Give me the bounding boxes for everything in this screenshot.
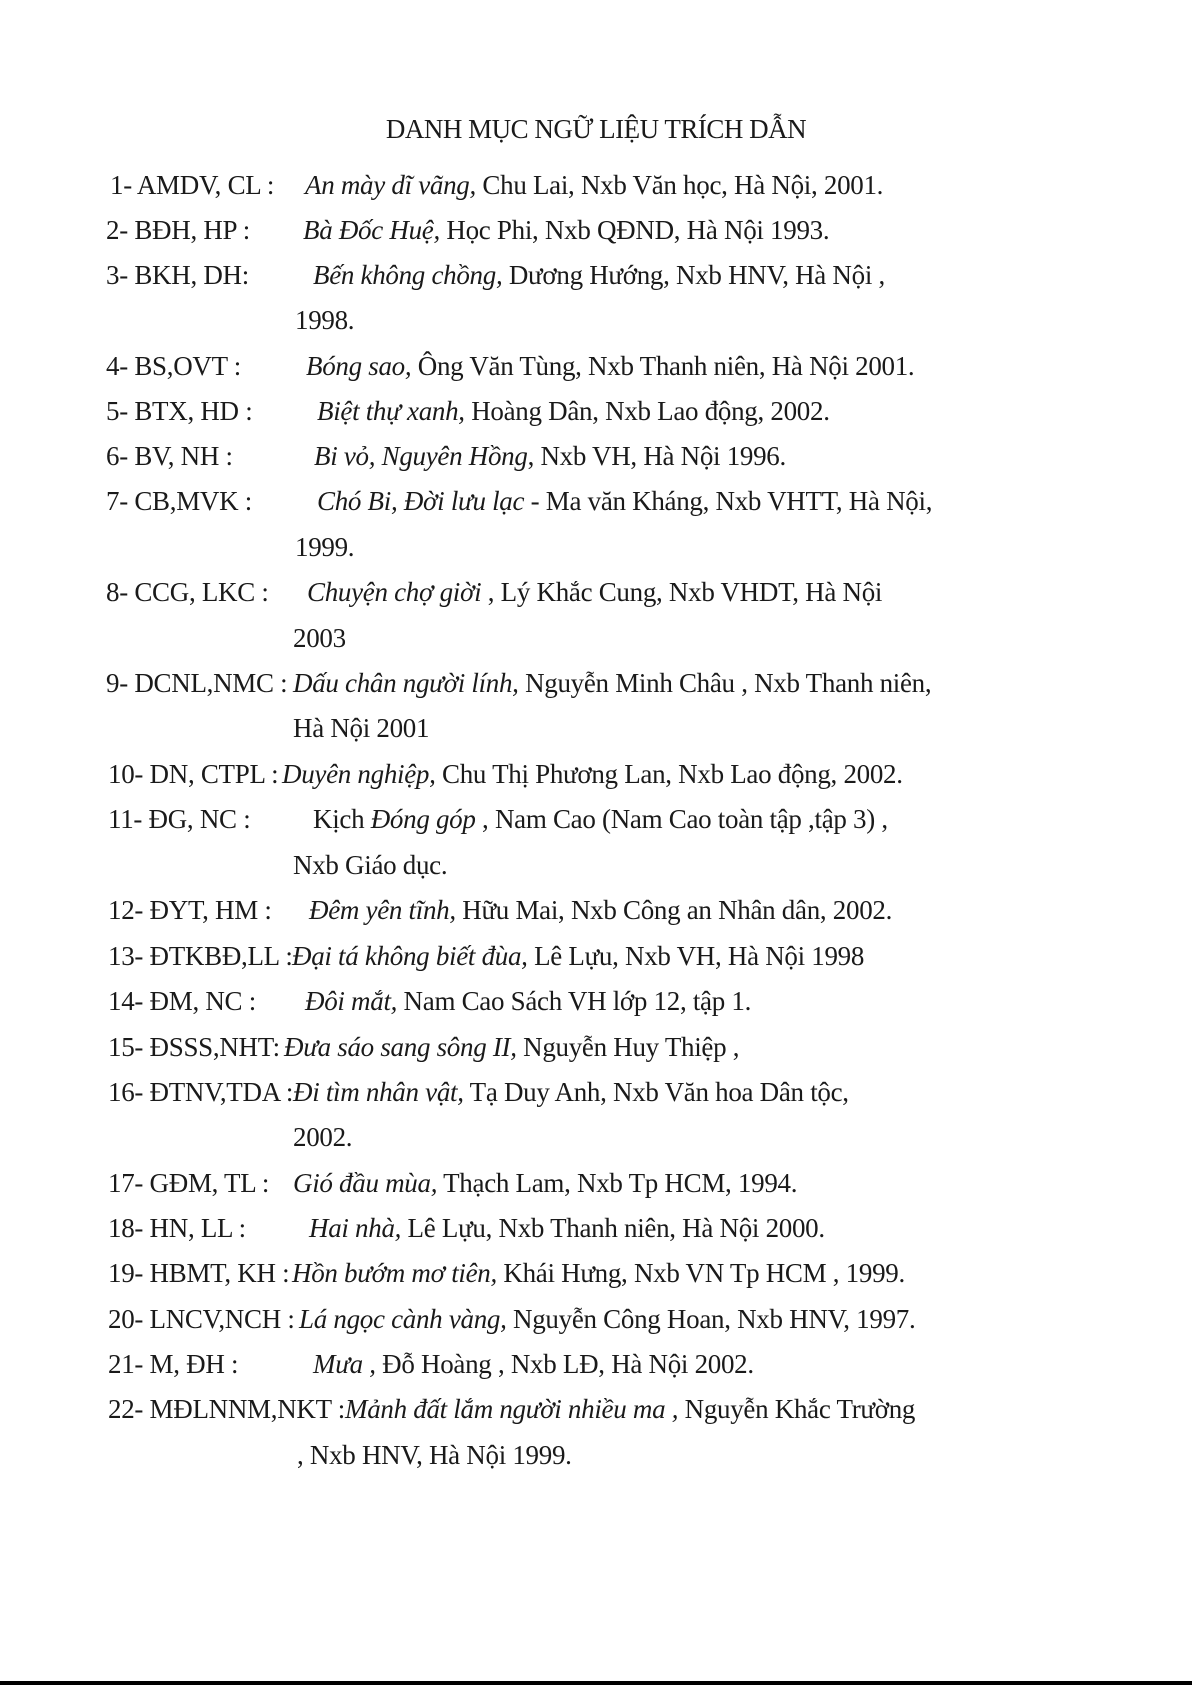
entry-text bbox=[293, 666, 931, 700]
entry-text bbox=[306, 349, 914, 383]
entry-details: Nguyễn Huy Thiệp , bbox=[516, 1032, 740, 1062]
entry-details: Học Phi, Nxb QĐND, Hà Nội 1993. bbox=[439, 215, 830, 245]
entry-work-title: Hồn bướm mơ tiên, bbox=[292, 1258, 497, 1288]
entry-text bbox=[282, 757, 903, 791]
entry-details: , Nam Cao (Nam Cao toàn tập ,tập 3) , bbox=[475, 804, 888, 834]
entry-code: 21- M, ĐH : bbox=[108, 1349, 239, 1379]
entry-code: 17- GĐM, TL : bbox=[108, 1168, 270, 1198]
entry-work-title: Bi vỏ, Nguyên Hồng bbox=[314, 441, 528, 471]
entry-code: 15- ĐSSS,NHT: bbox=[108, 1032, 280, 1062]
entry-code: 12- ĐYT, HM : bbox=[108, 895, 272, 925]
entry-work-title: Chó Bi, Đời lưu lạc bbox=[317, 486, 525, 516]
entry-text bbox=[313, 802, 888, 836]
entry-code: 14- ĐM, NC : bbox=[108, 986, 256, 1016]
entry-work-title: Mảnh đất lắm người nhiều ma , bbox=[345, 1394, 679, 1424]
entry-code: 3- BKH, DH: bbox=[106, 260, 249, 290]
entry-work-title: Đôi mắt, bbox=[305, 986, 398, 1016]
entry-continuation: 1998. bbox=[295, 305, 355, 335]
entry-text bbox=[309, 1211, 825, 1245]
entry-work-title: Chuyện chợ giời bbox=[307, 577, 482, 607]
page-title: DANH MỤC NGỮ LIỆU TRÍCH DẪN bbox=[385, 114, 807, 144]
entry-text bbox=[307, 575, 882, 609]
entry-details: Hữu Mai, Nxb Công an Nhân dân, 2002. bbox=[455, 895, 893, 925]
entry-text bbox=[314, 439, 786, 473]
entry-work-title: Hai nhà, bbox=[309, 1213, 402, 1243]
entry-code: 2- BĐH, HP : bbox=[106, 215, 250, 245]
entry-code: 4- BS,OVT : bbox=[106, 351, 241, 381]
entry-work-title: Đóng góp bbox=[370, 804, 476, 834]
entry-code: 20- LNCV,NCH : bbox=[108, 1304, 295, 1334]
entry-details: , Lý Khắc Cung, Nxb VHDT, Hà Nội bbox=[481, 577, 883, 607]
entry-code: 10- DN, CTPL : bbox=[108, 759, 279, 789]
entry-code: 6- BV, NH : bbox=[106, 441, 233, 471]
entry-text bbox=[293, 1166, 797, 1200]
entry-text bbox=[293, 1075, 849, 1109]
entry-code: 22- MĐLNNM,NKT : bbox=[108, 1394, 345, 1424]
entry-code: 7- CB,MVK : bbox=[106, 486, 252, 516]
entry-work-title: Gió đầu mùa, bbox=[293, 1168, 438, 1198]
entry-work-title: Đi tìm nhân vật, bbox=[293, 1077, 464, 1107]
entry-code: 18- HN, LL : bbox=[108, 1213, 246, 1243]
entry-details: Lê Lựu, Nxb VH, Hà Nội 1998 bbox=[527, 941, 865, 971]
entry-details: Thạch Lam, Nxb Tp HCM, 1994. bbox=[437, 1168, 798, 1198]
entry-details: Đỗ Hoàng , Nxb LĐ, Hà Nội 2002. bbox=[375, 1349, 754, 1379]
entry-code: 9- DCNL,NMC : bbox=[106, 668, 288, 698]
entry-details: Nguyễn Minh Châu , Nxb Thanh niên, bbox=[518, 668, 932, 698]
entry-details: - Ma văn Kháng, Nxb VHTT, Hà Nội, bbox=[524, 486, 933, 516]
entry-work-title: Dấu chân người lính, bbox=[293, 668, 519, 698]
entry-details: Dương Hướng, Nxb HNV, Hà Nội , bbox=[502, 260, 885, 290]
entry-work-title: An mày dĩ vãng, bbox=[305, 170, 476, 200]
entry-work-title: Bóng sao, bbox=[306, 351, 412, 381]
entry-code: 19- HBMT, KH : bbox=[108, 1258, 290, 1288]
entry-work-title: Mưa , bbox=[313, 1349, 376, 1379]
entry-continuation: , Nxb HNV, Hà Nội 1999. bbox=[297, 1440, 572, 1470]
entry-details: Chu Thị Phương Lan, Nxb Lao động, 2002. bbox=[435, 759, 903, 789]
entry-details: Nam Cao Sách VH lớp 12, tập 1. bbox=[397, 986, 752, 1016]
entry-details: Tạ Duy Anh, Nxb Văn hoa Dân tộc, bbox=[463, 1077, 849, 1107]
entry-code: 13- ĐTKBĐ,LL : bbox=[108, 941, 293, 971]
entry-continuation: 1999. bbox=[295, 532, 355, 562]
entry-text bbox=[303, 213, 829, 247]
entry-details: Nguyễn Công Hoan, Nxb HNV, 1997. bbox=[506, 1304, 916, 1334]
entry-prefix: Kịch bbox=[313, 804, 371, 834]
entry-details: Lê Lựu, Nxb Thanh niên, Hà Nội 2000. bbox=[401, 1213, 825, 1243]
bottom-border bbox=[0, 1681, 1192, 1685]
entry-text bbox=[317, 394, 830, 428]
entry-details: Nguyễn Khắc Trường bbox=[678, 1394, 916, 1424]
entry-details: Chu Lai, Nxb Văn học, Hà Nội, 2001. bbox=[475, 170, 884, 200]
entry-text bbox=[317, 484, 932, 518]
entry-text bbox=[305, 984, 751, 1018]
entry-continuation: Hà Nội 2001 bbox=[293, 713, 430, 743]
entry-text bbox=[292, 1256, 905, 1290]
entry-details: Hoàng Dân, Nxb Lao động, 2002. bbox=[464, 396, 830, 426]
entry-work-title: Đại tá không biết đùa, bbox=[292, 941, 528, 971]
entry-code: 16- ĐTNV,TDA : bbox=[108, 1077, 294, 1107]
entry-text bbox=[299, 1302, 915, 1336]
entry-work-title: Đêm yên tĩnh, bbox=[309, 895, 456, 925]
entry-code: 11- ĐG, NC : bbox=[108, 804, 251, 834]
entry-work-title: Duyên nghiệp, bbox=[282, 759, 436, 789]
entry-code: 5- BTX, HD : bbox=[106, 396, 253, 426]
entry-continuation: 2003 bbox=[293, 623, 346, 653]
entry-text bbox=[309, 893, 892, 927]
entry-text bbox=[313, 258, 885, 292]
entry-code: 8- CCG, LKC : bbox=[106, 577, 269, 607]
entry-continuation: Nxb Giáo dục. bbox=[293, 850, 448, 880]
entry-work-title: Đưa sáo sang sông II, bbox=[284, 1032, 517, 1062]
entry-text bbox=[305, 168, 883, 202]
entry-work-title: Biệt thự xanh, bbox=[317, 396, 465, 426]
entry-work-title: Bến không chồng, bbox=[313, 260, 503, 290]
entry-text bbox=[313, 1347, 754, 1381]
entry-details: Ông Văn Tùng, Nxb Thanh niên, Hà Nội 2001. bbox=[411, 351, 915, 381]
entry-details: , Nxb VH, Hà Nội 1996. bbox=[527, 441, 786, 471]
entry-text bbox=[345, 1392, 915, 1426]
entry-details: Khái Hưng, Nxb VN Tp HCM , 1999. bbox=[496, 1258, 905, 1288]
entry-text bbox=[284, 1030, 739, 1064]
entry-code: 1- AMDV, CL : bbox=[110, 170, 275, 200]
entry-work-title: Lá ngọc cành vàng, bbox=[299, 1304, 507, 1334]
entry-text bbox=[292, 939, 864, 973]
entry-work-title: Bà Đốc Huệ, bbox=[303, 215, 440, 245]
entry-continuation: 2002. bbox=[293, 1122, 353, 1152]
